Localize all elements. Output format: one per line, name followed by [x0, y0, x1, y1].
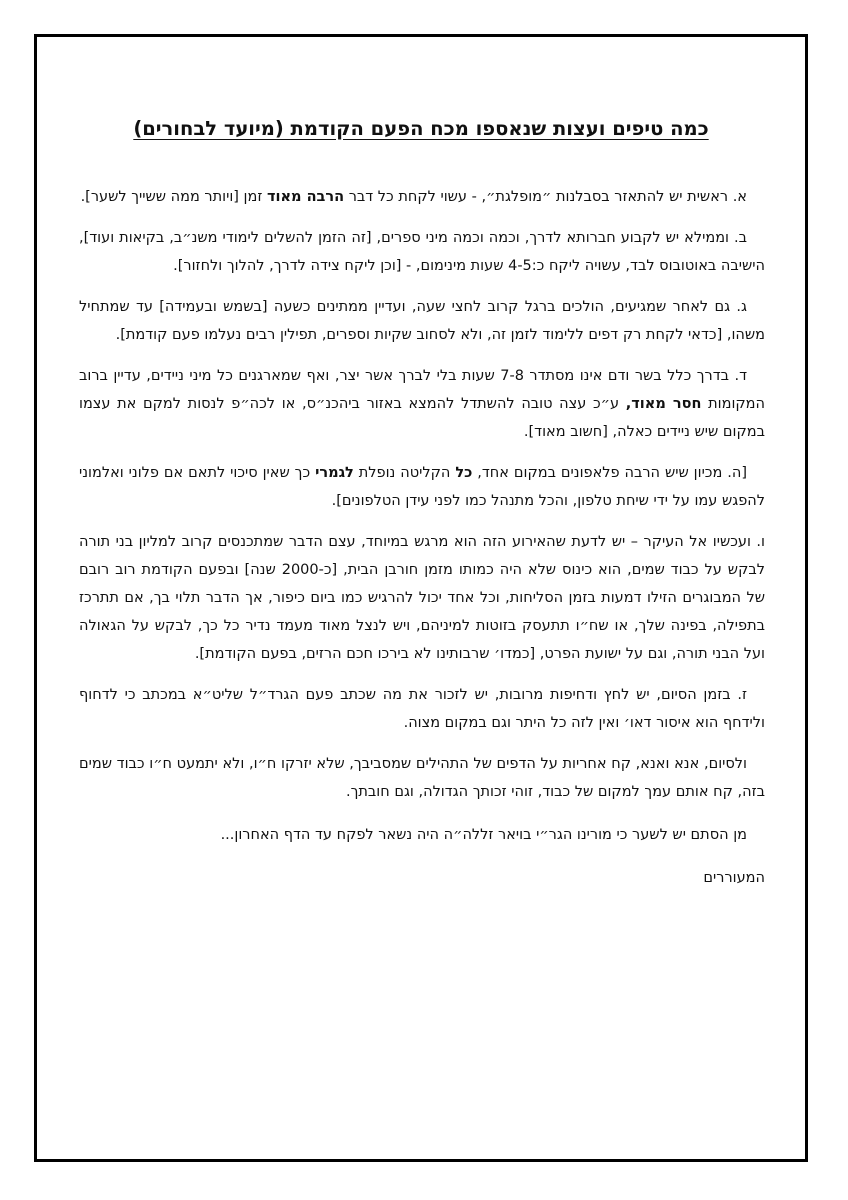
tip-paragraph-d — [79, 362, 765, 446]
tip-paragraph-f — [79, 528, 765, 668]
bold-text-run: חסר מאוד, — [625, 396, 702, 412]
bold-text-run: הרבה מאוד — [267, 189, 345, 205]
text-run: הקליטה נופלת — [353, 465, 456, 481]
text-run: ז. בזמן הסיום, יש לחץ ודחיפות מרובות, יש לזכור את מה שכתב פעם הגרד״ל שליט״א במכתב כי לדחוף ולידחף הוא איסור דאו׳ ואין לזה כל היתר וגם במקום מצוה. — [79, 687, 765, 731]
text-run: ג. גם לאחר שמגיעים, הולכים ברגל קרוב לחצי שעה, ועדיין ממתינים כשעה [בשמש ובעמידה] עד שמתחיל משהו, [כדאי לקחת רק דפים ללימוד לזמן זה, ולא לסחוב שקיות וספרים, תפילין רבים נעלמו פעם קודמת]. — [79, 299, 765, 343]
tip-paragraph-c — [79, 293, 765, 349]
document-body — [79, 183, 765, 892]
bold-text-run: לגמרי — [315, 465, 354, 481]
text-run: [ה. מכיון שיש הרבה פלאפונים במקום אחד, — [472, 465, 747, 481]
tip-paragraph-a — [79, 183, 765, 211]
text-run: ו. ועכשיו אל העיקר – יש לדעת שהאירוע הזה הוא מרגש במיוחד, עצם הדבר שמתכנסים קרוב למליון בני תורה לבקש על כבוד שמים, הוא כינוס שלא היה כמותו מזמן חורבן הבית, [כ-2000 שנה] ובפעם הקודמת רוב רובם של המבוגרים הזילו דמעות בזמן הסליחות, וכל אחד יכול להרגיש כמו ביום כיפור, אך הדבר תלוי בך, אם תתרכז בתפילה, בפינה שלך, או שח״ו תתעסק בזוטות למיניהם, ויש לנצל מאוד מעמד נדיר כל כך, לבקש על הגאולה ועל הבני תורה, וגם על ישועת הפרט, [כמדו׳ שרבותינו לא בירכו חכם הרזים, בפעם הקודמת]. — [79, 534, 765, 662]
bold-text-run: כל — [455, 465, 473, 481]
text-run: ע״כ עצה טובה להשתדל להמצא באזור ביהכנ״ס, או לכה״פ לנסות למקם את עצמו במקום שיש ניידים כאלה, [חשוב מאוד]. — [79, 396, 765, 440]
text-run: כך שאין סיכוי לתאם אם פלוני ואלמוני להפגש עמו על ידי שיחת טלפון, והכל מתנהל כמו לפני עידן הטלפונים]. — [79, 465, 765, 509]
final-remark — [79, 821, 765, 849]
tip-paragraph-g — [79, 681, 765, 737]
text-run: ולסיום, אנא ואנא, קח אחריות על הדפים של התהילים שמסביבך, שלא יזרקו ח״ו, ולא יתמעט ח״ו כבוד שמים בזה, קח אותם עמך למקום של כבוד, זוהי זכותך הגדולה, וגם חובתך. — [79, 756, 765, 800]
text-run: מן הסתם יש לשער כי מורינו הגר״י בויאר זללה״ה היה נשאר לפקח עד הדף האחרון... — [220, 827, 747, 843]
text-run: א. ראשית יש להתאזר בסבלנות ״מופלגת״, - עשוי לקחת כל דבר — [344, 189, 747, 205]
document-page — [34, 34, 808, 1162]
text-run: ד. בדרך כלל בשר ודם אינו מסתדר 7-8 שעות בלי לברך אשר יצר, ואף שמארגנים כל מיני ניידים, עדיין ברוב המקומות — [79, 368, 765, 412]
text-run: זמן [ויותר ממה ששייך לשער]. — [80, 189, 267, 205]
tip-paragraph-e — [79, 459, 765, 515]
tip-paragraph-b — [79, 224, 765, 280]
document-title: כמה טיפים ועצות שנאספו מכח הפעם הקודמת (מיועד לבחורים) — [133, 117, 709, 140]
text-run: ב. וממילא יש לקבוע חברותא לדרך, וכמה וכמה מיני ספרים, [זה הזמן להשלים לימודי משנ״ב, בקיאות ועוד], הישיבה באוטובוס לבד, עשויה ליקח כ:4-5 שעות מינימום, - [וכן ליקח צידה לדרך, להלוך ולחזור]. — [79, 230, 765, 274]
signature: המעוררים — [703, 870, 765, 886]
closing-paragraph — [79, 750, 765, 806]
